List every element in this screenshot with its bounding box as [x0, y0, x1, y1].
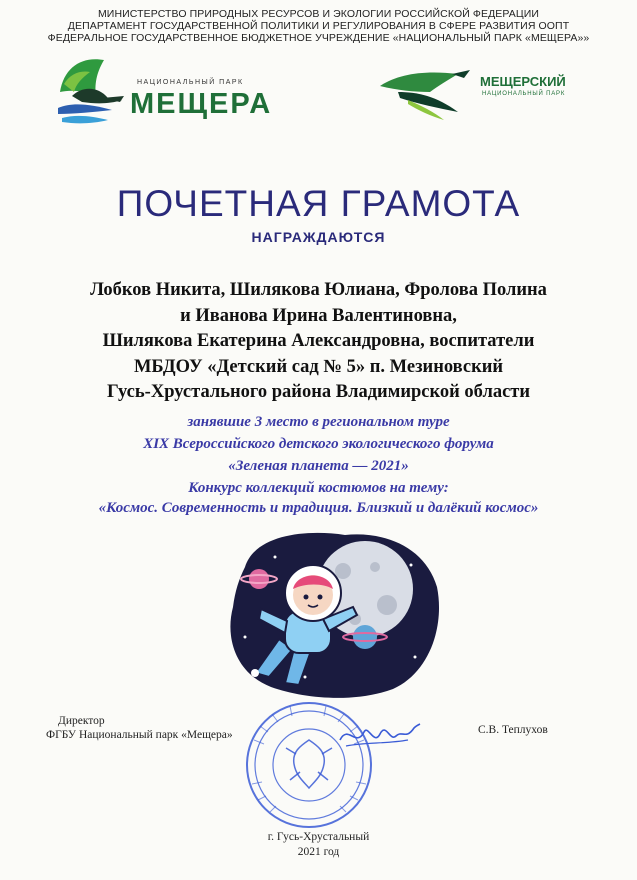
right-logo-small-text: НАЦИОНАЛЬНЫЙ ПАРК [482, 91, 566, 97]
recipient-line-3: Шилякова Екатерина Александровна, воспитатели [102, 331, 535, 351]
recipient-line-5: Гусь-Хрустального района Владимирской области [106, 382, 531, 402]
left-logo-big-text: МЕЩЕРА [130, 88, 273, 120]
signature-org: ФГБУ Национальный парк «Мещера» [46, 729, 233, 741]
achievement-line-3: «Зеленая планета — 2021» [228, 458, 409, 474]
header-line-3: ФЕДЕРАЛЬНОЕ ГОСУДАРСТВЕННОЕ БЮДЖЕТНОЕ УЧРЕЖДЕНИЕ «НАЦИОНАЛЬНЫЙ ПАРК «МЕЩЕРА»» [47, 32, 590, 44]
achievement-line-1: занявшие 3 место в региональном туре [187, 414, 450, 430]
achievement-line-4: Конкурс коллекций костюмов на тему: [188, 480, 449, 496]
footer-city: г. Гусь-Хрустальный [267, 831, 370, 843]
official-stamp [234, 700, 384, 830]
space-illustration [215, 527, 445, 702]
park-logo-right [378, 66, 478, 122]
stamp-seal-icon [234, 700, 384, 830]
heron-emblem-icon [378, 66, 478, 122]
right-logo-big-text: МЕЩЕРСКИЙ [480, 74, 566, 89]
left-logo-small-text: НАЦИОНАЛЬНЫЙ ПАРК [137, 79, 244, 86]
footer-year: 2021 год [297, 846, 340, 858]
certificate-title: ПОЧЕТНАЯ ГРАМОТА [116, 183, 521, 224]
recipient-line-2: и Иванова Ирина Валентиновна, [180, 306, 457, 326]
achievement-line-5: «Космос. Современность и традиция. Близкий и далёкий космос» [98, 500, 539, 516]
recipient-line-1: Лобков Никита, Шилякова Юлиана, Фролова Полина [90, 280, 547, 300]
achievement-line-2: XIX Всероссийского детского экологического форума [143, 436, 494, 452]
signature-name: С.В. Теплухов [478, 724, 548, 736]
signature-role: Директор [58, 715, 105, 727]
header-line-2: ДЕПАРТАМЕНТ ГОСУДАРСТВЕННОЙ ПОЛИТИКИ И РЕГУЛИРОВАНИЯ В СФЕРЕ РАЗВИТИЯ ООПТ [67, 20, 570, 32]
awarded-heading: НАГРАЖДАЮТСЯ [251, 229, 386, 245]
astronaut-illustration-icon [215, 527, 445, 702]
recipient-line-4: МБДОУ «Детский сад № 5» п. Мезиновский [133, 357, 504, 377]
header-line-1: МИНИСТЕРСТВО ПРИРОДНЫХ РЕСУРСОВ И ЭКОЛОГИИ РОССИЙСКОЙ ФЕДЕРАЦИИ [97, 8, 540, 20]
